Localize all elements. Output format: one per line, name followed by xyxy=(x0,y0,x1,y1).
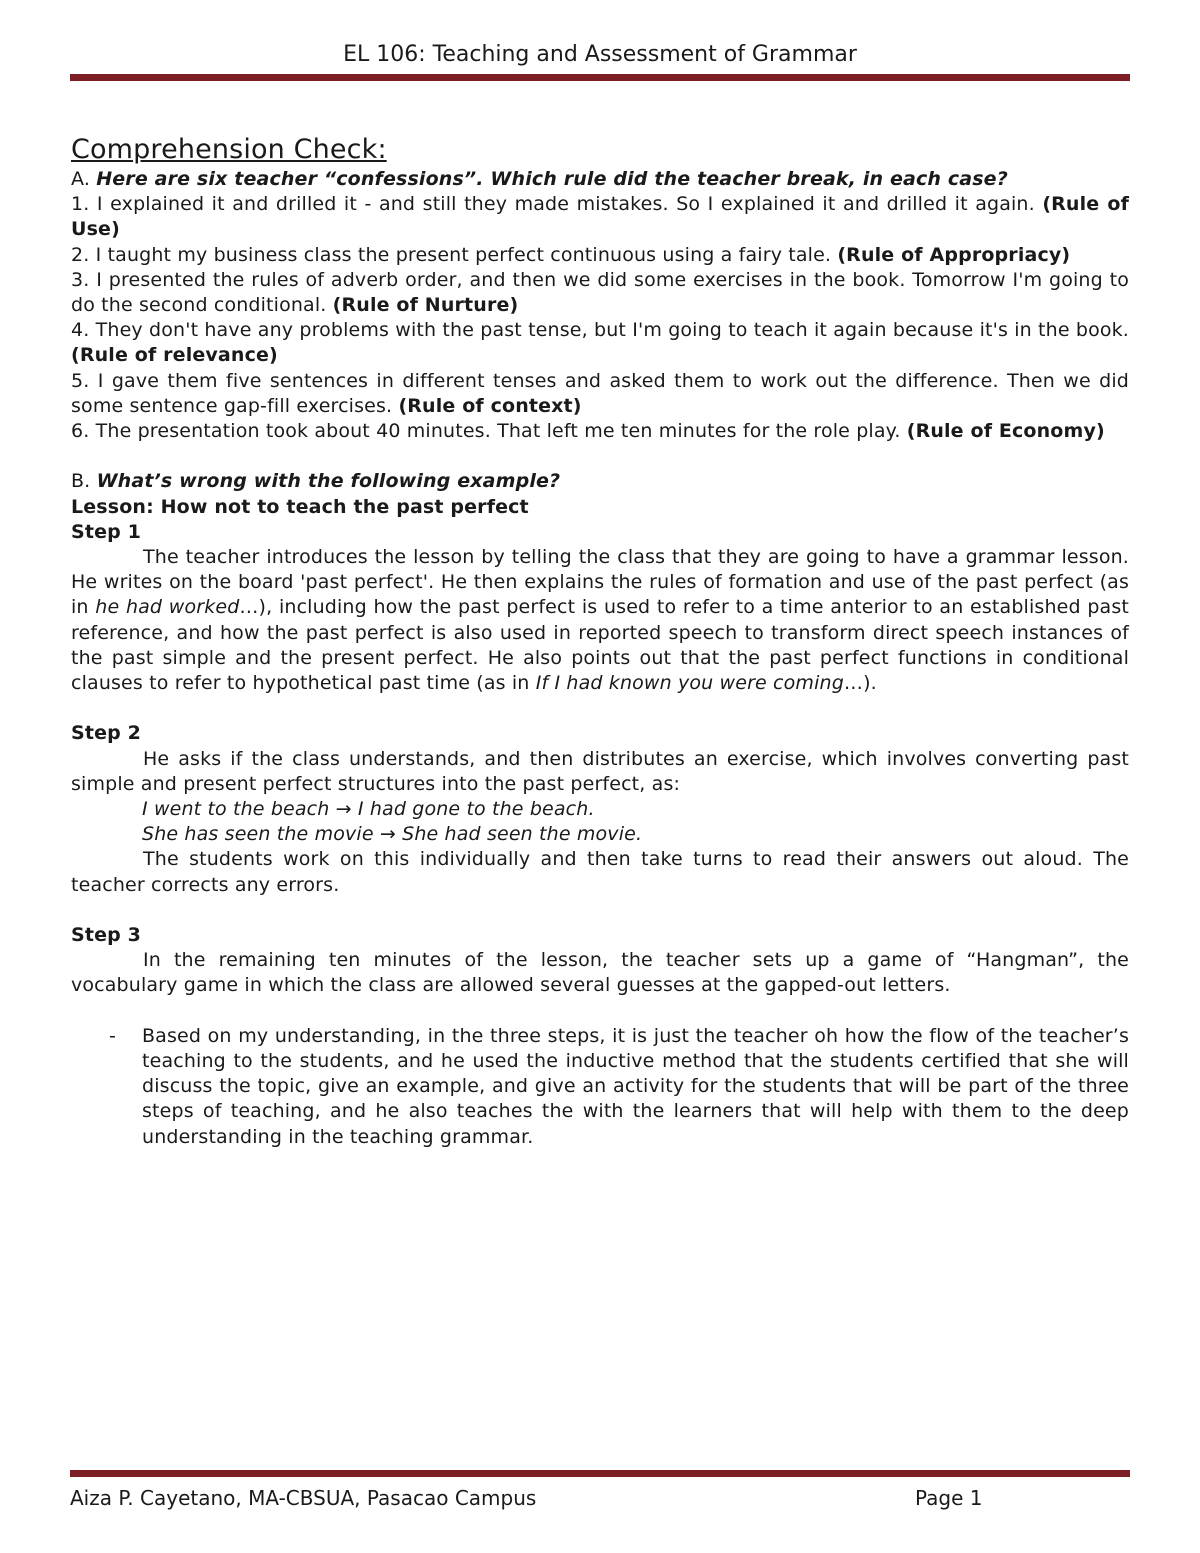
step-1-text-b: …), including how the past perfect is used to refer to a time anterior to an established past reference, and how the past perfect is also used in reported speech to transform direct speech instances of the past simple and the present perfect. He also points out that the past perfect functions in conditional clauses to refer to hypothetical past time (as in xyxy=(71,596,1129,695)
step-3-paragraph: In the remaining ten minutes of the lesson, the teacher sets up a game of “Hangman”, the vocabulary game in which the class are allowed several guesses at the gapped-out letters. xyxy=(71,949,1129,997)
confession-item-1 xyxy=(71,192,1129,242)
step-2-heading xyxy=(71,721,1129,746)
step-2-example-1: I went to the beach → I had gone to the beach. xyxy=(142,798,595,821)
section-a-letter: A. xyxy=(71,168,91,190)
confession-text-1: 1. I explained it and drilled it - and still they made mistakes. So I explained it and drilled it again. xyxy=(71,193,1035,216)
step-1-heading xyxy=(71,520,1129,545)
confession-item-6 xyxy=(71,419,1129,444)
step-1-example-b: If I had known you were coming xyxy=(535,672,844,695)
confession-item-2 xyxy=(71,243,1129,268)
step-2-heading-text: Step 2 xyxy=(71,722,141,745)
document-body xyxy=(71,134,1129,1150)
comprehension-check-title: Comprehension Check: xyxy=(71,134,387,165)
header-rule xyxy=(70,74,1130,81)
confession-answer-5: (Rule of context) xyxy=(398,394,582,417)
confession-answer-3: (Rule of Nurture) xyxy=(332,294,519,317)
confession-answer-4: (Rule of relevance) xyxy=(71,344,278,367)
confession-text-4: 4. They don't have any problems with the past tense, but I'm going to teach it again because it's in the book. xyxy=(71,319,1129,342)
step-1-heading-text: Step 1 xyxy=(71,520,141,543)
confession-text-3: 3. I presented the rules of adverb order, and then we did some exercises in the book. Tomorrow I'm going to do the second conditional. xyxy=(71,268,1129,317)
step-1-text-c: …). xyxy=(843,672,877,695)
confession-item-3 xyxy=(71,268,1129,318)
step-2-paragraph-2: The students work on this individually and then take turns to read their answers out aloud. The teacher corrects any errors. xyxy=(71,848,1129,896)
spacer xyxy=(71,898,1129,923)
section-b-letter: B. xyxy=(71,470,91,493)
footer-page-number: Page 1 xyxy=(915,1486,983,1510)
confession-text-2: 2. I taught my business class the present perfect continuous using a fairy tale. xyxy=(71,243,832,266)
confession-answer-6: (Rule of Economy) xyxy=(906,420,1105,443)
step-3-heading-text: Step 3 xyxy=(71,924,141,947)
step-3-heading xyxy=(71,923,1129,948)
confession-answer-1: (Rule of Use) xyxy=(71,193,1129,241)
confession-item-4 xyxy=(71,318,1129,368)
section-b-prompt xyxy=(71,469,1129,494)
answer-bullet xyxy=(71,1024,1129,1150)
header-title: EL 106: Teaching and Assessment of Grammar xyxy=(343,42,857,67)
step-2-paragraph: He asks if the class understands, and then distributes an exercise, which involves converting past simple and present perfect structures into the past perfect, as: xyxy=(71,747,1129,795)
spacer xyxy=(71,444,1129,469)
section-a-question: Here are six teacher “confessions”. Which rule did the teacher break, in each case? xyxy=(96,168,1008,190)
bullet-dash: - xyxy=(109,1024,117,1047)
confession-item-5 xyxy=(71,369,1129,419)
lesson-title xyxy=(71,495,1129,520)
answer-text: Based on my understanding, in the three steps, it is just the teacher oh how the flow of the teacher’s teaching to the students, and he used the inductive method that the students certified that she will discuss the topic, give an example, and give an activity for the students that will be part of the three steps of teaching, and he also teaches the with the learners that will help with them to the deep understanding in the teaching grammar. xyxy=(142,1024,1129,1148)
step-1-paragraph xyxy=(71,545,1129,696)
step-1-example-a: he had worked xyxy=(95,596,240,619)
lesson-title-text: Lesson: How not to teach the past perfect xyxy=(71,495,529,518)
spacer xyxy=(71,696,1129,721)
confession-answer-2: (Rule of Appropriacy) xyxy=(837,243,1071,266)
spacer xyxy=(71,999,1129,1024)
step-1-text-a: The teacher introduces the lesson by telling the class that they are going to have a grammar lesson. He writes on the board 'past perfect'. He then explains the rules of formation and use of the past perfect (as in xyxy=(71,546,1129,619)
confession-text-6: 6. The presentation took about 40 minutes. That left me ten minutes for the role play. xyxy=(71,420,901,443)
section-b-question: What’s wrong with the following example? xyxy=(96,470,561,493)
section-a-prompt xyxy=(71,167,1129,192)
confession-text-5: 5. I gave them five sentences in different tenses and asked them to work out the difference. Then we did some sentence gap-fill exercises. xyxy=(71,369,1129,417)
footer-rule xyxy=(70,1470,1130,1477)
step-2-example-2: She has seen the movie → She had seen the movie. xyxy=(142,823,643,846)
footer-author: Aiza P. Cayetano, MA-CBSUA, Pasacao Campus xyxy=(70,1486,537,1510)
